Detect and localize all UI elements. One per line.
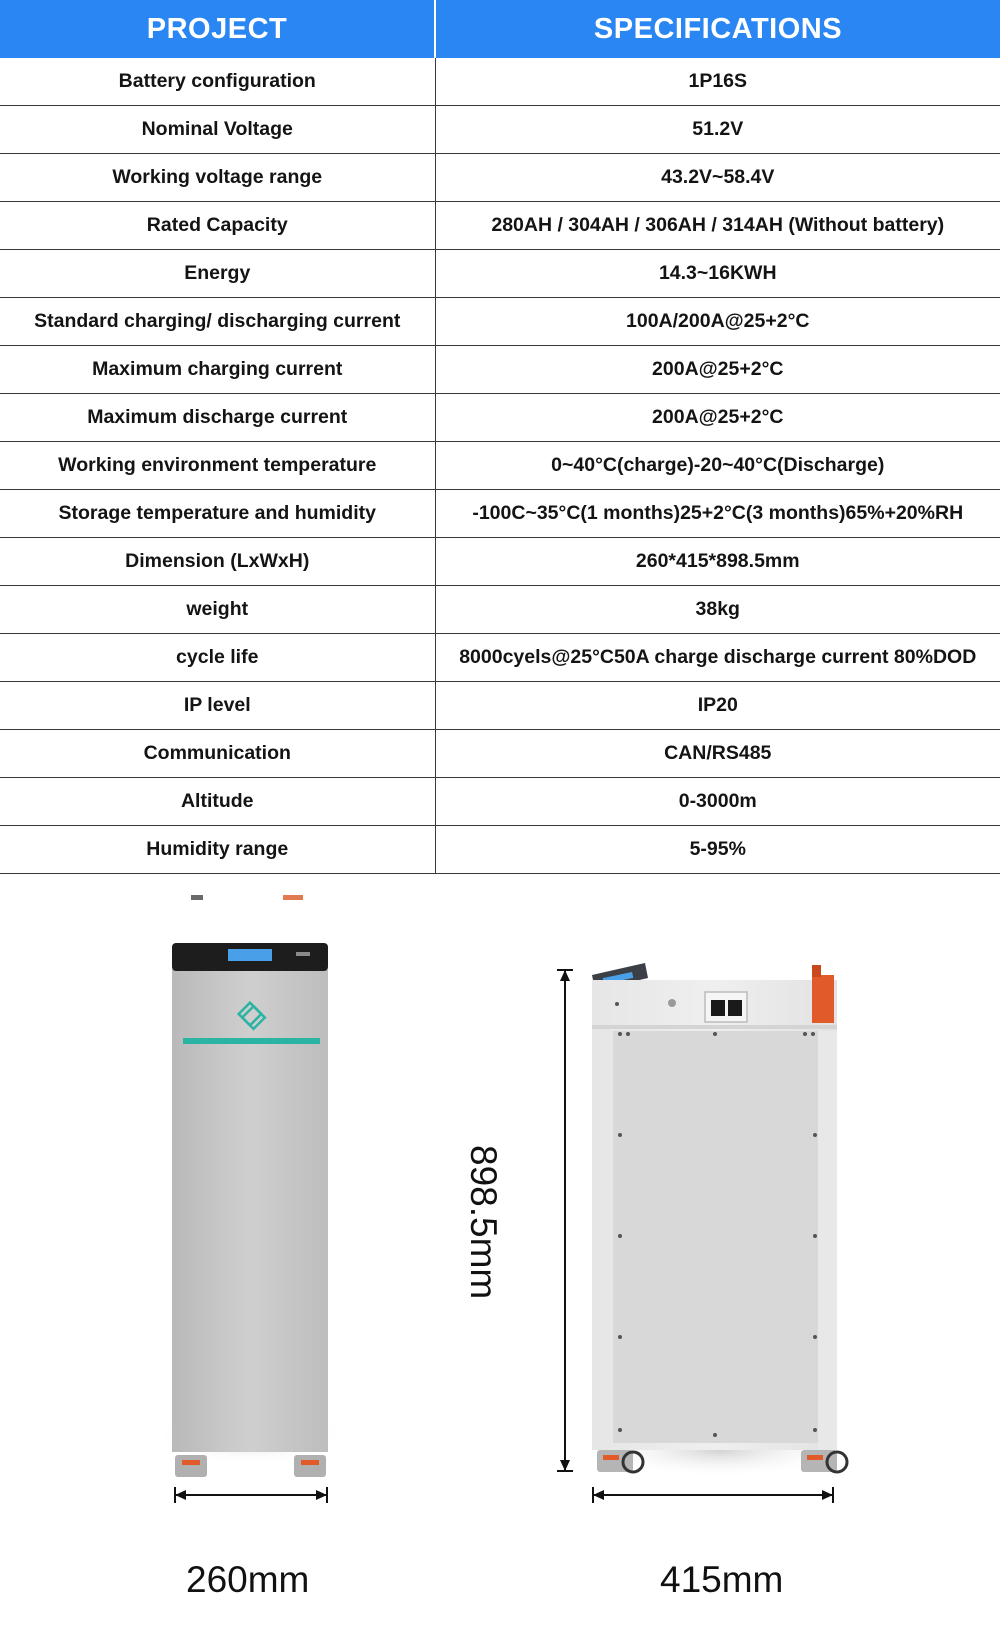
spec-cell: 43.2V~58.4V [435, 154, 1000, 202]
side-view-cabinet [590, 963, 850, 1478]
spec-cell: 5-95% [435, 826, 1000, 874]
project-cell: Humidity range [0, 826, 435, 874]
spec-cell: 0~40°C(charge)-20~40°C(Discharge) [435, 442, 1000, 490]
table-row [0, 298, 1000, 346]
table-row [0, 730, 1000, 778]
table-row [0, 634, 1000, 682]
project-cell: Rated Capacity [0, 202, 435, 250]
spec-cell: 1P16S [435, 58, 1000, 106]
project-cell: Working voltage range [0, 154, 435, 202]
project-cell: cycle life [0, 634, 435, 682]
project-cell: Maximum charging current [0, 346, 435, 394]
project-cell: Maximum discharge current [0, 394, 435, 442]
table-row [0, 346, 1000, 394]
spec-cell: 200A@25+2°C [435, 346, 1000, 394]
accent-stripe [183, 1038, 320, 1044]
project-cell: Nominal Voltage [0, 106, 435, 154]
breaker-icon [812, 975, 834, 1023]
table-header-row [0, 0, 1000, 58]
project-cell: Altitude [0, 778, 435, 826]
spec-cell: 0-3000m [435, 778, 1000, 826]
table-row [0, 202, 1000, 250]
header-specifications: SPECIFICATIONS [435, 0, 1000, 58]
spec-cell: 260*415*898.5mm [435, 538, 1000, 586]
table-row [0, 682, 1000, 730]
project-cell: Working environment temperature [0, 442, 435, 490]
spec-cell: 200A@25+2°C [435, 394, 1000, 442]
project-cell: weight [0, 586, 435, 634]
front-width-label: 260mm [186, 1559, 310, 1600]
table-row [0, 250, 1000, 298]
spec-cell: 280AH / 304AH / 306AH / 314AH (Without battery) [435, 202, 1000, 250]
side-width-dimension-line [593, 1487, 833, 1503]
project-cell: Storage temperature and humidity [0, 490, 435, 538]
table-row [0, 154, 1000, 202]
spec-cell: 14.3~16KWH [435, 250, 1000, 298]
product-illustration [0, 875, 1000, 1646]
table-row [0, 106, 1000, 154]
project-cell: Dimension (LxWxH) [0, 538, 435, 586]
height-dimension-line [557, 970, 573, 1471]
table-row [0, 586, 1000, 634]
project-cell: Energy [0, 250, 435, 298]
table-row [0, 490, 1000, 538]
spec-cell: CAN/RS485 [435, 730, 1000, 778]
spec-cell: 8000cyels@25°C50A charge discharge current 80%DOD [435, 634, 1000, 682]
header-project: PROJECT [0, 0, 435, 58]
project-cell: Battery configuration [0, 58, 435, 106]
project-cell: Standard charging/ discharging current [0, 298, 435, 346]
project-cell: Communication [0, 730, 435, 778]
front-width-dimension-line [175, 1487, 327, 1503]
table-row [0, 58, 1000, 106]
display-screen-icon [228, 949, 272, 961]
side-width-label: 415mm [660, 1559, 784, 1600]
table-row [0, 394, 1000, 442]
front-view-cabinet [155, 895, 345, 1477]
spec-cell: 51.2V [435, 106, 1000, 154]
height-label: 898.5mm [463, 1145, 504, 1300]
spec-cell: IP20 [435, 682, 1000, 730]
table-row [0, 778, 1000, 826]
project-cell: IP level [0, 682, 435, 730]
spec-cell: 38kg [435, 586, 1000, 634]
spec-cell: -100C~35°C(1 months)25+2°C(3 months)65%+20%RH [435, 490, 1000, 538]
table-row [0, 826, 1000, 874]
spec-cell: 100A/200A@25+2°C [435, 298, 1000, 346]
table-row [0, 442, 1000, 490]
table-row [0, 538, 1000, 586]
